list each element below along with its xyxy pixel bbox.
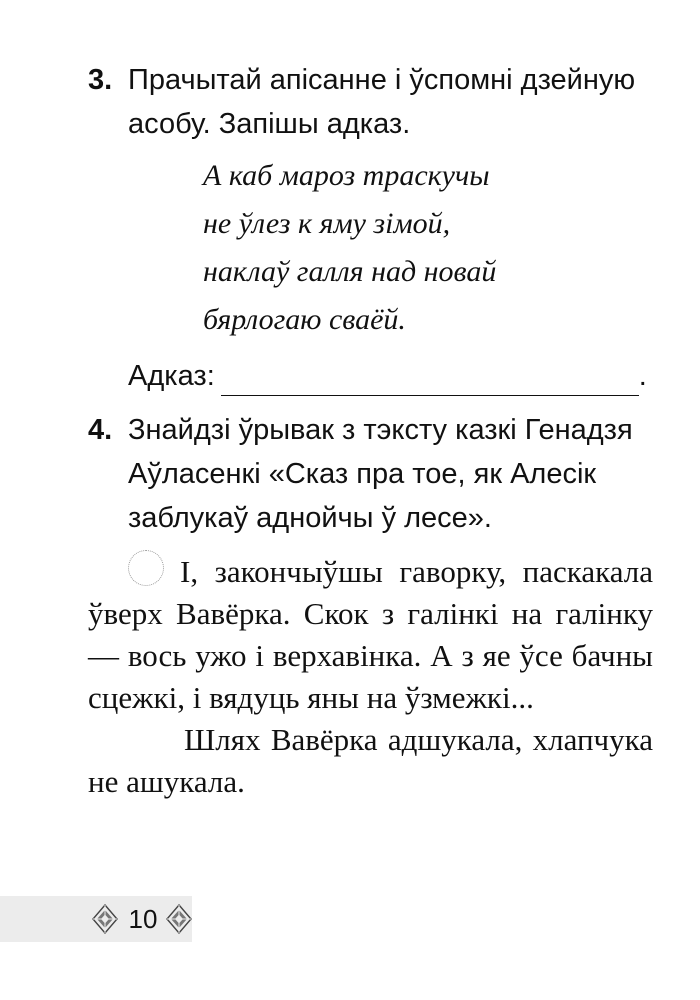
task-3-instruction: Прачытай апісанне і ўспомні дзейную асобу. Запішы адказ.: [128, 64, 636, 140]
answer-blank-line[interactable]: [221, 365, 639, 396]
ornament-left-icon: [92, 904, 118, 934]
task-3-number: 3.: [88, 64, 113, 96]
poem-line: не ўлез к яму зімой,: [203, 207, 451, 240]
page-number: 10: [128, 904, 158, 934]
task-3: [88, 58, 663, 146]
story-excerpt: [88, 550, 653, 803]
poem-line: наклаў галля над новай: [203, 255, 497, 288]
task-4-instruction: Знайдзі ўрывак з тэксту казкі Генадзя Аўласенкі «Сказ пра тое, як Алесік заблукаў аднойчы ў лесе».: [128, 414, 633, 534]
poem: [203, 152, 496, 344]
task-4-number: 4.: [88, 414, 113, 446]
answer-end-period: .: [638, 360, 647, 392]
task-4: [88, 408, 663, 540]
circle-marker-icon[interactable]: [128, 550, 164, 586]
poem-line: бярлогаю сваёй.: [203, 303, 406, 336]
answer-label: Адказ:: [128, 360, 215, 392]
excerpt-paragraph-1: І, закончыўшы гаворку, паскакала ўверх Вавёрка. Скок з галінкі на галінку — вось ужо і верхавінка. А з яе ўсе бачны сцежкі, і вядуць яны на ўзмежкі...: [88, 554, 653, 715]
excerpt-paragraph-2: Шлях Вавёрка адшукала, хлапчука не ашукала.: [88, 722, 653, 799]
ornament-right-icon: [166, 904, 192, 934]
page-footer: [0, 896, 192, 942]
answer-row: [128, 356, 647, 396]
poem-line: А каб мароз траскучы: [203, 159, 490, 192]
